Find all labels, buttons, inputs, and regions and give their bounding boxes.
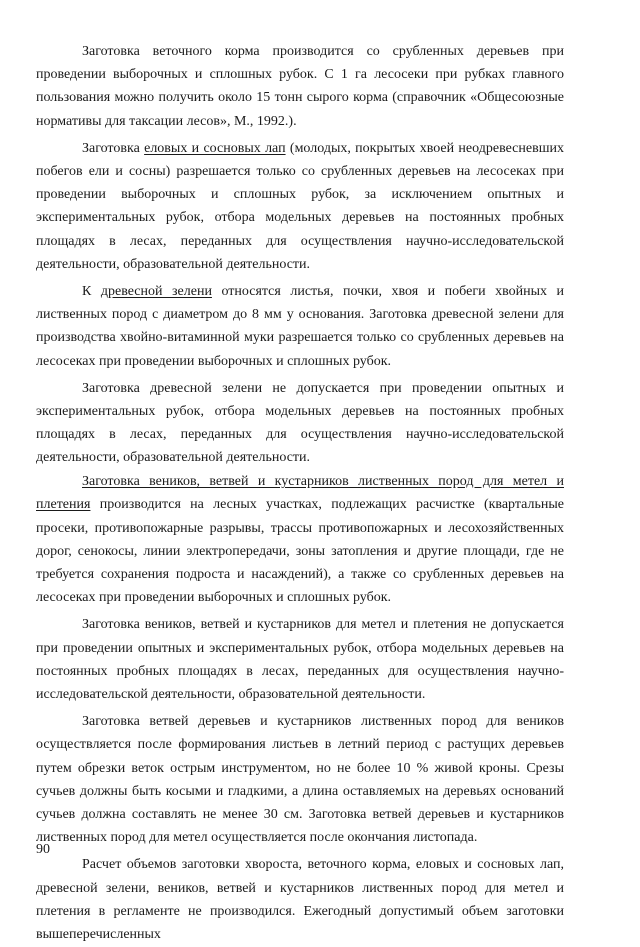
page-number: 90: [36, 842, 50, 857]
paragraph-text: Заготовка: [82, 140, 145, 156]
paragraph-greenery-restrictions: [36, 377, 564, 470]
paragraph-brooms-harvesting: [36, 470, 564, 609]
paragraph-text: относятся листья, почки, хвоя и побеги хвойных и лиственных пород с диаметром до 8 мм у основания. Заготовка древесной зелени для производства хвойно-витаминной муки разрешается только со срубленных деревьев на лесосеках при проведении выборочных и сплошных рубок.: [36, 284, 564, 369]
underlined-term: Заготовка веников, ветвей и кустарников лиственных пород для метел и плетения: [36, 474, 564, 513]
paragraph-text: Заготовка веточного корма производится со срубленных деревьев при проведении выборочных и сплошных рубок. С 1 га лесосеки при рубках главного пользования можно получить около 15 тонн сырого корма (справочник «Общесоюзные нормативы для таксации лесов», М., 1992.).: [36, 44, 564, 129]
underlined-term: древесной зелени: [100, 284, 212, 300]
paragraph-text: (молодых, покрытых хвоей неодревесневших побегов ели и сосны) разрешается только со срубленных деревьев на лесосеках при проведении выборочных и сплошных рубок, за исключением опытных и экспериментальных рубок, отбора модельных деревьев на постоянных пробных площадях в лесах, переданных для осуществления научно-исследовательской деятельности, образовательной деятельности.: [36, 140, 564, 272]
paragraph-text: Расчет объемов заготовки хвороста, веточного корма, еловых и сосновых лап, древесной зелени, веников, ветвей и кустарников лиственных пород для метел и плетения в регламенте не производился. Ежегодный допустимый объем заготовки вышеперечисленных: [36, 857, 564, 943]
paragraph-branch-fodder: [36, 40, 564, 133]
body-text: [36, 40, 564, 947]
paragraph-volume-calculation: [36, 853, 564, 946]
paragraph-brooms-restrictions: [36, 613, 564, 706]
paragraph-text: Заготовка древесной зелени не допускается при проведении опытных и экспериментальных рубок, отбора модельных деревьев на постоянных пробных площадях в лесах, переданных для осуществления научно-исследовательской деятельности, образовательной деятельности.: [36, 380, 564, 466]
paragraph-tree-greenery: [36, 280, 564, 373]
paragraph-text: Заготовка ветвей деревьев и кустарников лиственных пород для веников осуществляется после формирования листьев в летний период с растущих деревьев путем обрезки веток острым инструментом, но не более 10 % живой кроны. Срезы сучьев должны быть косыми и гладкими, а длина оставляемых на деревьях оснований сучьев должна составлять не менее 30 см. Заготовка ветвей деревьев и кустарников лиственных пород для метел осуществляется после окончания листопада.: [36, 714, 564, 846]
paragraph-text: Заготовка веников, ветвей и кустарников для метел и плетения не допускается при проведении опытных и экспериментальных рубок, отбора модельных деревьев на постоянных пробных площадях в лесах, переданных для осуществления научно-исследовательской деятельности, образовательной деятельности.: [36, 617, 564, 702]
paragraph-spruce-pine-paws: [36, 137, 564, 276]
paragraph-branch-cutting-rules: [36, 710, 564, 849]
paragraph-text: К: [82, 284, 101, 300]
underlined-term: еловых и сосновых лап: [144, 140, 286, 156]
paragraph-text: производится на лесных участках, подлежащих расчистке (квартальные просеки, противопожарные разрывы, трассы противопожарных и лесохозяйственных дорог, сенокосы, линии электропередачи, зоны затопления и другие площади, где не требуется сохранения подроста и насаждений), а также со срубленных деревьев на лесосеках при проведении выборочных и сплошных рубок.: [36, 497, 564, 606]
